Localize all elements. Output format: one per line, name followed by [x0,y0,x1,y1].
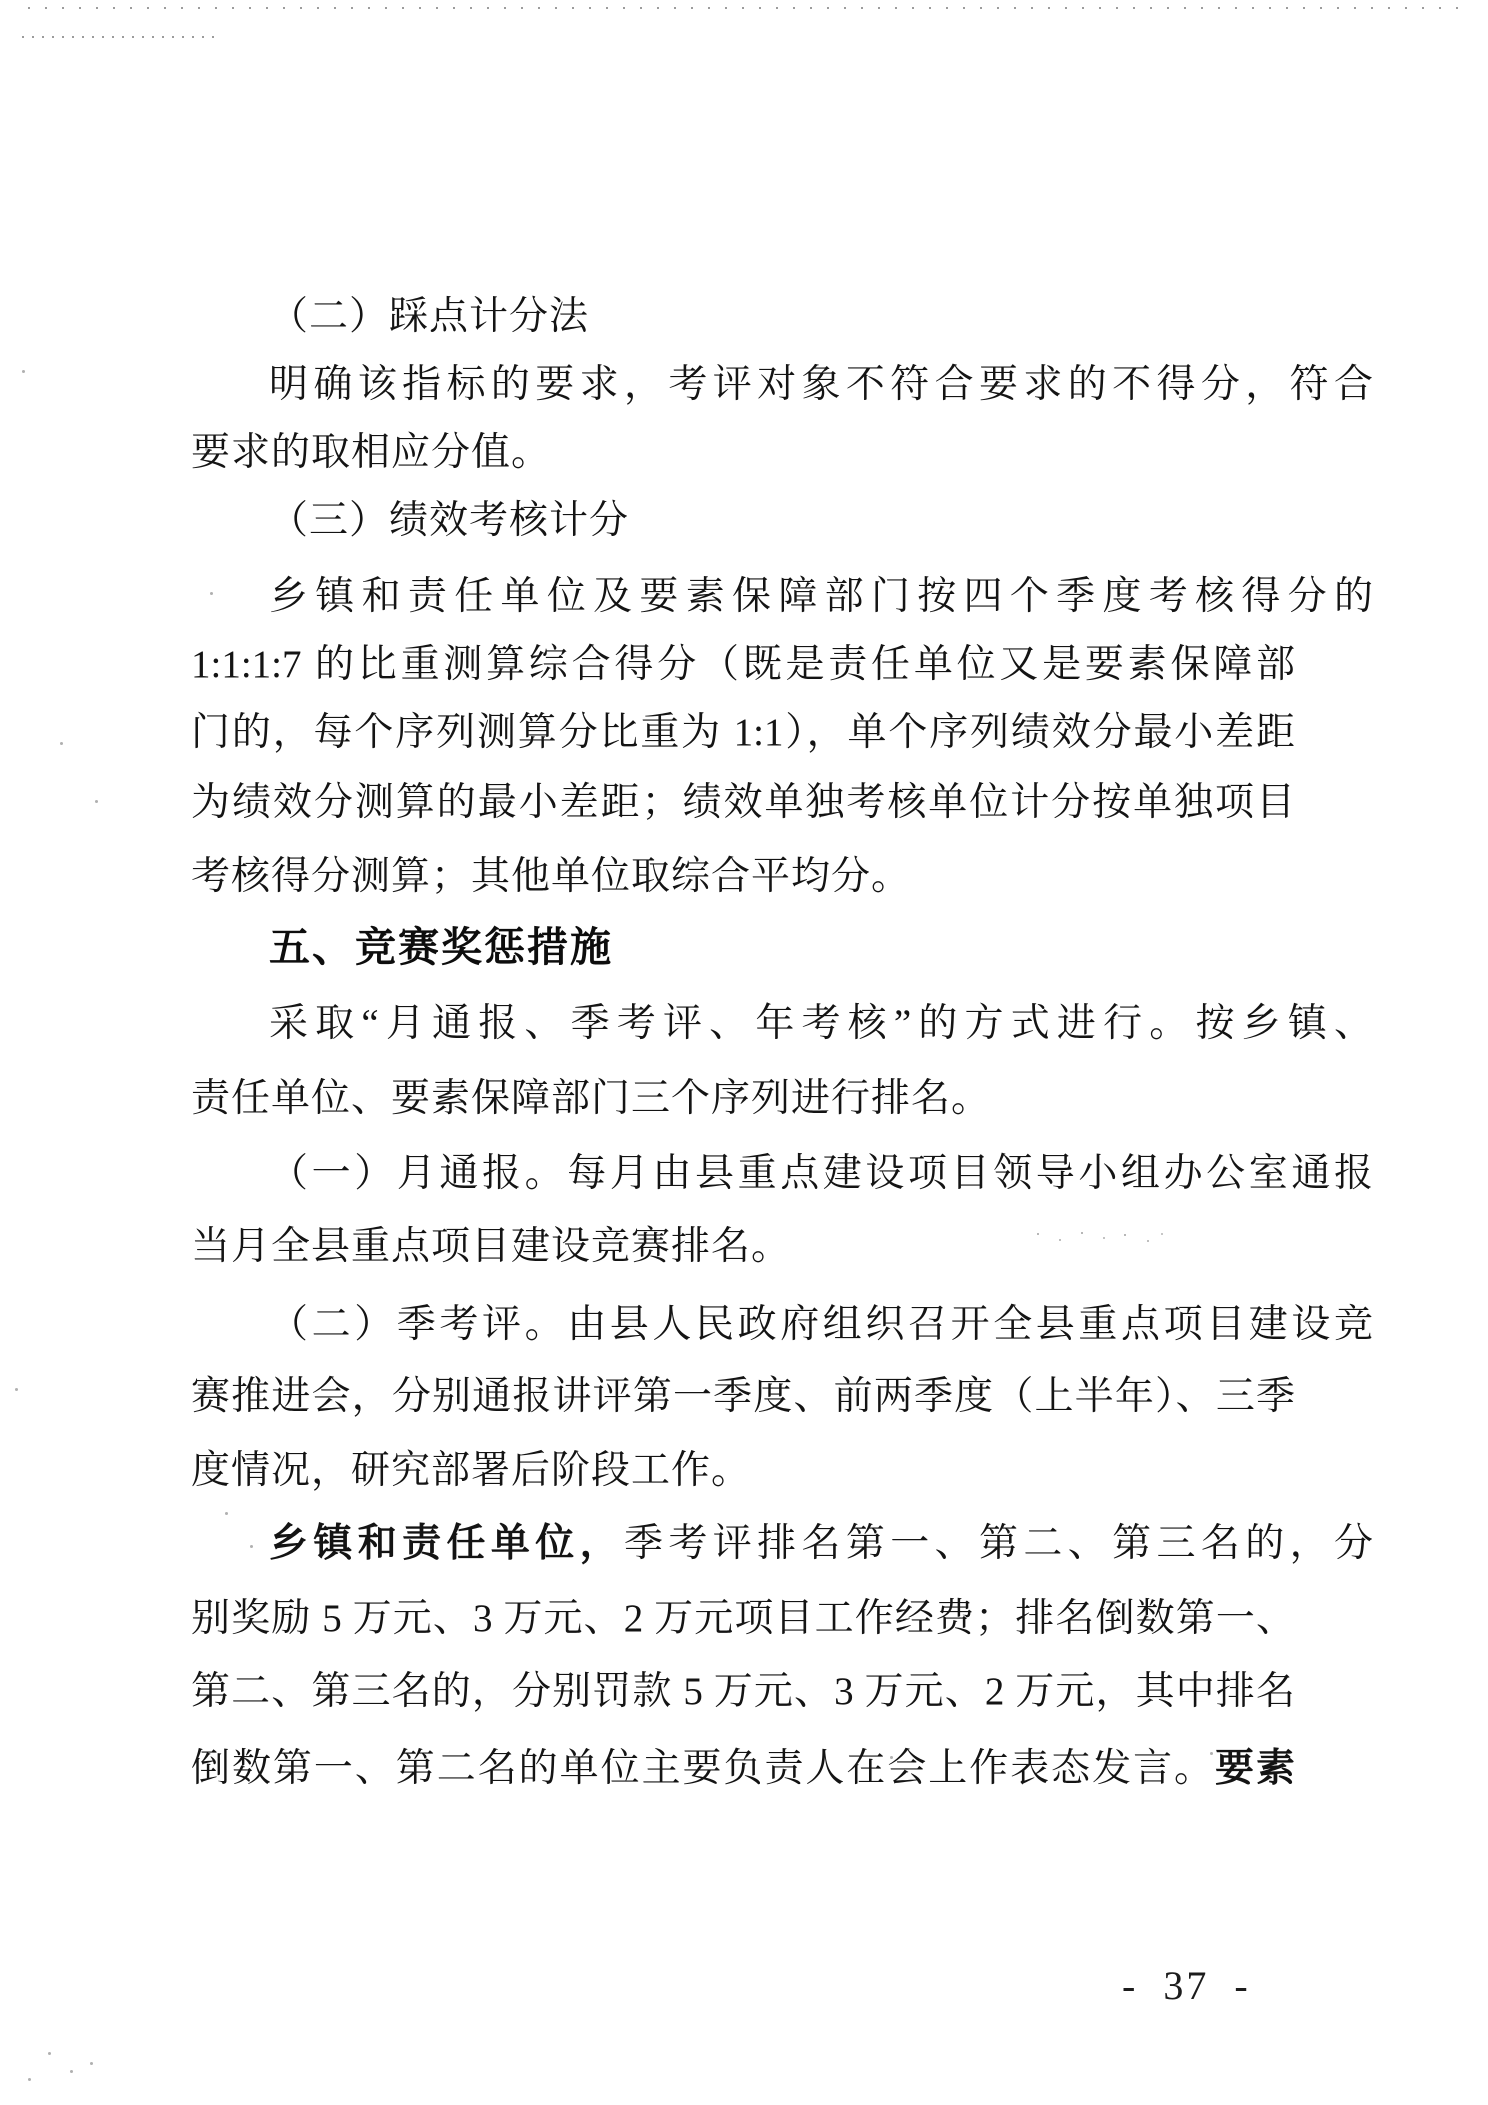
text-run: 要求的取相应分值。 [191,431,552,474]
text-line [191,1368,1295,1426]
scan-noise [28,2078,31,2081]
text-line [191,356,1373,414]
text-run: （三）绩效考核计分 [269,499,630,542]
text-line [191,1740,1295,1798]
text-line [191,1442,1295,1500]
text-run: 明确该指标的要求，考评对象不符合要求的不得分，符合 [269,363,1373,406]
text-line [191,424,1295,482]
text-line [191,848,1295,906]
text-line [191,1296,1373,1354]
text-run: 赛推进会，分别通报讲评第一季度、前两季度（上半年）、三季 [191,1375,1295,1418]
scan-noise [95,800,98,803]
text-line [191,1590,1295,1648]
scan-noise [90,2062,93,2065]
text-line [191,492,1373,550]
text-line [191,1218,1295,1276]
text-run: （一）月通报。每月由县重点建设项目领导小组办公室通报 [269,1152,1373,1195]
scan-noise [70,2070,73,2073]
text-run: 别奖励 5 万元、3 万元、2 万元项目工作经费；排名倒数第一、 [191,1597,1295,1640]
text-line [191,1145,1373,1203]
text-run: 乡镇和责任单位及要素保障部门按四个季度考核得分的 [269,575,1373,618]
scan-noise [15,1388,18,1391]
text-line [191,774,1295,832]
text-run: 门的，每个序列测算分比重为 1:1），单个序列绩效分最小差距 [191,711,1295,754]
scan-noise [60,742,63,745]
text-line [191,704,1295,762]
text-run: 倒数第一、第二名的单位主要负责人在会上作表态发言。 [191,1747,1216,1790]
text-run: 季考评排名第一、第二、第三名的，分 [624,1522,1373,1565]
text-run: 考核得分测算；其他单位取综合平均分。 [191,855,912,898]
section-heading [191,918,1373,976]
text-line [191,636,1295,694]
bold-text-run: 乡镇和责任单位， [269,1522,624,1565]
text-line [191,288,1373,346]
text-line [191,1515,1373,1573]
text-run: 1:1:1:7 的比重测算综合得分（既是责任单位又是要素保障部 [191,643,1295,686]
text-run: 度情况，研究部署后阶段工作。 [191,1449,752,1492]
bold-text-run: 五、竞赛奖惩措施 [269,924,613,970]
text-run: 责任单位、要素保障部门三个序列进行排名。 [191,1077,992,1120]
text-line [191,1663,1295,1721]
scan-noise [22,370,25,373]
text-run: 采取“月通报、季考评、年考核”的方式进行。按乡镇、 [269,1002,1373,1045]
bold-text-run: 要素 [1215,1747,1295,1790]
text-run: 为绩效分测算的最小差距；绩效单独考核单位计分按单独项目 [191,781,1295,824]
text-run: （二）季考评。由县人民政府组织召开全县重点项目建设竞 [269,1303,1373,1346]
text-run: 第二、第三名的，分别罚款 5 万元、3 万元、2 万元，其中排名 [191,1670,1295,1713]
text-run: 当月全县重点项目建设竞赛排名。 [191,1225,792,1268]
text-line [191,1070,1295,1128]
scan-noise [48,2052,51,2055]
text-run: （二）踩点计分法 [269,295,590,338]
text-block [191,0,1373,2105]
text-line [191,995,1373,1053]
page-number: - 37 - [1122,1963,1251,2008]
text-line [191,568,1373,626]
